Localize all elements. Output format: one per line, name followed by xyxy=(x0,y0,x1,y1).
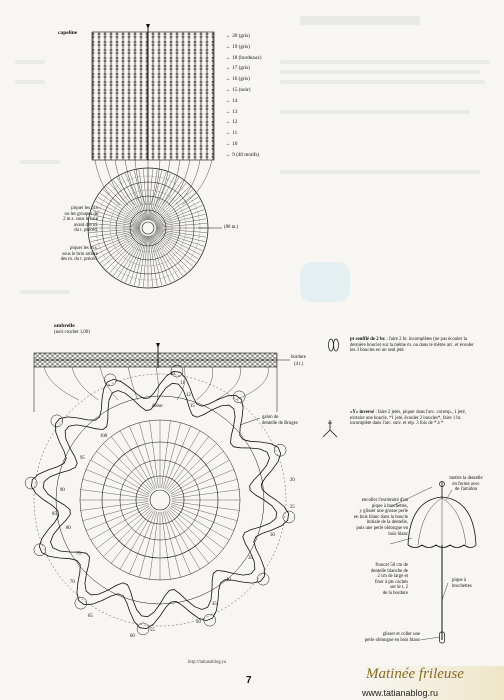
arrow-right-icon: → xyxy=(225,87,231,93)
arrow-right-icon: → xyxy=(225,65,231,72)
arrow-right-icon: → xyxy=(225,54,231,61)
arrow-right-icon: → xyxy=(225,33,231,39)
pique-label: pique à brochettes xyxy=(452,578,472,589)
ombrelle-hanging-chains xyxy=(44,367,268,400)
doily-stitch xyxy=(103,443,151,491)
capeline-title: capeline xyxy=(58,30,78,36)
radial-stitch xyxy=(155,197,198,224)
row-number: 30 xyxy=(270,533,275,538)
picot-loop xyxy=(137,623,149,635)
row-number: 85 xyxy=(52,512,57,517)
row-label-text: 12 xyxy=(232,119,238,126)
row-number: 45 xyxy=(212,602,217,607)
arrow-right-icon: → xyxy=(225,119,231,126)
row-number: 35 xyxy=(248,556,253,561)
bruges-tape-edge xyxy=(31,371,288,628)
row-label-text: 16 (gris) xyxy=(232,76,250,83)
capeline-row-label xyxy=(225,33,250,39)
row-number: 12 xyxy=(186,393,191,398)
pt-souffle-symbol xyxy=(329,339,339,351)
hanging-chain xyxy=(196,367,212,400)
mettre-dentelle-label: mettre la dentelle en forme avec de l'amidon xyxy=(449,476,483,493)
bordure-label: bordure xyxy=(291,355,306,360)
picot-loop xyxy=(51,415,63,427)
bordure-rows-label: (4 t.) xyxy=(294,362,304,367)
capeline-row-label xyxy=(225,55,261,61)
capeline-row-label xyxy=(225,65,250,71)
page-number: 7 xyxy=(246,675,252,686)
capeline-instruction-front: piquer les m.s ou les groupes de 2 m.s. sous le brin avant des m. du t. précéd. xyxy=(63,206,98,234)
footer-title: Matinée frileuse xyxy=(366,666,464,682)
row-number: 10 xyxy=(170,372,175,377)
radial-stitch xyxy=(153,234,186,273)
row-label-text: 14 xyxy=(232,97,238,104)
row-label-text: 10 xyxy=(232,141,238,147)
picot-loop xyxy=(257,573,269,585)
radial-stitch xyxy=(103,233,142,266)
radial-stitch xyxy=(153,183,186,222)
capeline-center-count: (80 m.) xyxy=(224,225,239,230)
arrow-right-icon: → xyxy=(225,108,231,115)
y-inverse-note-label: «Y» inversé xyxy=(350,410,375,415)
footer-url: http://tatianablog.ru xyxy=(188,660,226,665)
picot-loop xyxy=(233,391,245,403)
y-inverse-note xyxy=(350,410,475,427)
debut-label: début xyxy=(152,404,163,409)
hanging-chain xyxy=(128,367,138,400)
capeline-row-label xyxy=(225,152,259,158)
capeline-row-label xyxy=(225,130,237,136)
row-number: 40 xyxy=(226,578,231,583)
row-number: 11 xyxy=(180,381,185,386)
capeline-radial-stitches xyxy=(89,169,207,287)
pt-souffle-note xyxy=(350,337,475,354)
row-number: 100 xyxy=(100,434,108,439)
footer-watermark: www.tatianablog.ru xyxy=(362,688,439,698)
row-label-text: 11 xyxy=(232,130,238,137)
ombrelle-bordure-band xyxy=(34,343,277,412)
radial-stitch xyxy=(117,235,144,278)
radial-stitch xyxy=(110,234,143,273)
ombrelle-doily xyxy=(34,374,286,626)
row-number: 60 xyxy=(130,634,135,639)
radial-stitch xyxy=(152,235,179,278)
radial-stitch xyxy=(98,232,141,259)
ombrelle-subtitle: (noir crochet 1,00) xyxy=(54,330,90,335)
capeline-stitch-block xyxy=(92,24,214,160)
capeline-row-label xyxy=(225,141,237,147)
row-number: 25 xyxy=(290,505,295,510)
row-number: 15 xyxy=(190,404,195,409)
row-number: 55 xyxy=(150,628,155,633)
row-number: 80 xyxy=(66,526,71,531)
arrow-right-icon: → xyxy=(225,130,231,137)
arrow-right-icon: → xyxy=(225,76,231,83)
row-number: 20 xyxy=(290,478,295,483)
arrow-right-icon: → xyxy=(225,151,231,158)
radial-stitch xyxy=(154,190,193,223)
row-label-text: 18 (bordeaux) xyxy=(232,54,262,61)
radial-stitch xyxy=(117,178,144,221)
capeline-row-label xyxy=(225,44,250,50)
arrow-right-icon: → xyxy=(225,97,231,104)
encoller-label: encoller l'extrémité d'un pique à brochettes, y glisser une grosse perle en bois blanc dans la boucle initiale de la dentelle, puis une perle oblongue en bois blanc xyxy=(354,498,408,537)
doily-stitch xyxy=(168,508,216,556)
radial-stitch xyxy=(110,183,143,222)
row-number: 90 xyxy=(60,488,65,493)
doily-stitch xyxy=(168,443,216,491)
pt-souffle-note-label: pt soufflé de 2 br. xyxy=(350,337,386,342)
arrow-right-icon: → xyxy=(225,141,231,147)
capeline-row-label xyxy=(225,87,250,93)
ombrelle-radial-stitches xyxy=(80,420,240,580)
pt-souffle-note-text: : faire 2 br. incomplètes (ne pas écouler la dernière boucle) sur la même m. ou dans le même arc. et écouler les 3 boucles en un seul jeté. xyxy=(350,337,474,354)
galon-pointer xyxy=(240,418,260,425)
glisser-label: glisser et coller une perle oblongue en bois blanc xyxy=(364,632,420,643)
row-label-text: 9 (40 motifs) xyxy=(232,151,260,158)
radial-stitch xyxy=(155,232,198,259)
capeline-row-label xyxy=(225,98,237,104)
radial-stitch xyxy=(106,234,142,270)
radial-stitch xyxy=(103,190,142,223)
capeline-instruction-back: piquer les m.s. sous le brin arrière des m. du t. précéd. xyxy=(60,246,98,263)
arrow-right-icon: → xyxy=(225,43,231,50)
hanging-chain xyxy=(72,367,98,400)
capeline-row-label xyxy=(225,109,237,115)
radial-stitch xyxy=(154,233,193,266)
row-label-text: 13 xyxy=(232,108,238,115)
radial-stitch xyxy=(98,197,141,224)
row-number: 70 xyxy=(70,580,75,585)
hanging-chain xyxy=(216,367,241,400)
y-inverse-note-text: : faire 2 jetés, piquer dans l'arc. corresp., 1 jeté, extraire une boucle, *1 jeté, écouler 2 boucles*, faire 1 br. incomplète dans l'arc. suiv. et rép. 3 fois de * à * xyxy=(350,410,466,427)
row-label-text: 20 (gris) xyxy=(232,33,250,39)
radial-stitch xyxy=(152,178,179,221)
y-inverse-symbol xyxy=(323,420,337,437)
row-label-text: 15 (noir) xyxy=(232,87,251,93)
row-number: 75 xyxy=(76,552,81,557)
picot-loop xyxy=(75,597,87,609)
row-number: 50 xyxy=(196,620,201,625)
row-number: 65 xyxy=(88,614,93,619)
capeline-row-label xyxy=(225,76,250,82)
hanging-chain xyxy=(156,367,158,400)
doily-stitch xyxy=(103,508,151,556)
capeline-row-label xyxy=(225,119,237,125)
row-label-text: 19 (gris) xyxy=(232,43,250,50)
row-label-text: 17 (gris) xyxy=(232,65,250,72)
ombrelle-title: ombrelle xyxy=(54,323,75,329)
galon-label: galon de dentelle de Bruges xyxy=(262,415,298,426)
froncer-label: froncer 50 cm de dentelle blanche de 2 cm de large et fixer à pts cachés sur le t. 2 de la bordure xyxy=(370,563,408,596)
row-number: 95 xyxy=(80,456,85,461)
